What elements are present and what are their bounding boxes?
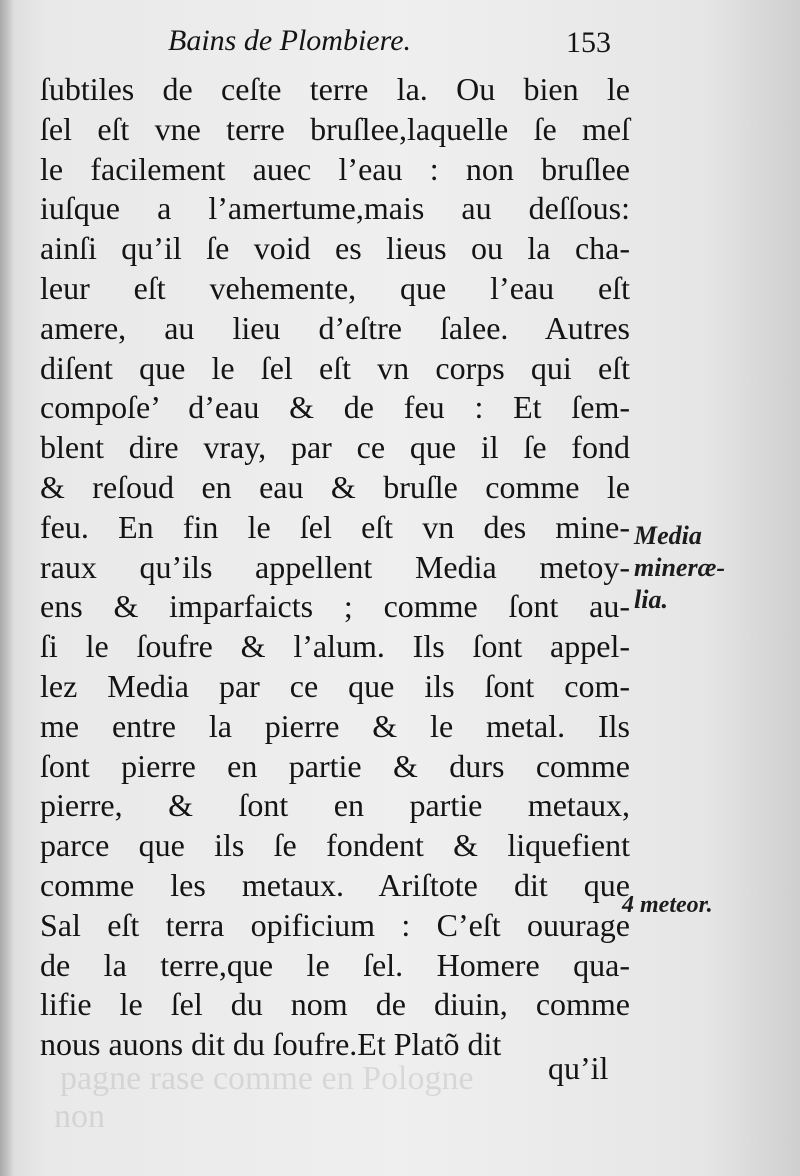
text-line: lifie le ſel du nom de diuin, comme: [40, 986, 630, 1023]
text-line: nous auons dit du ſoufre.Et Platõ dit: [40, 1026, 502, 1063]
text-line: amere, au lieu d’eſtre ſalee. Autres: [40, 309, 630, 346]
text-line: compoſe’ d’eau & de feu : Et ſem-: [40, 389, 630, 426]
text-line: & reſoud en eau & bruſle comme le: [40, 468, 630, 505]
body-text: [40, 70, 630, 1065]
text-line: Sal eſt terra opificium : C’eſt ouurage: [40, 906, 630, 943]
text-line: blent dire vray, par ce que il ſe fond: [40, 429, 630, 466]
text-line: lez Media par ce que ils ſont com-: [40, 667, 630, 704]
text-line: ſont pierre en partie & durs comme: [40, 747, 630, 784]
text-line: feu. En fin le ſel eſt vn des mine-: [40, 508, 630, 545]
catchword: qu’il: [548, 1050, 609, 1086]
text-line: iuſque a l’amertume,mais au deſſous:: [40, 190, 630, 227]
margin-note-line: Media: [634, 521, 702, 550]
text-line: diſent que le ſel eſt vn corps qui eſt: [40, 349, 630, 386]
page-number: 153: [566, 26, 611, 59]
text-line: le facilement auec l’eau : non bruſlee: [40, 150, 630, 187]
text-line: ſi le ſoufre & l’alum. Ils ſont appel-: [40, 628, 630, 665]
bleed-through-text: non: [54, 1098, 105, 1135]
text-line: parce que ils ſe fondent & liquefient: [40, 827, 630, 864]
text-line: de la terre,que le ſel. Homere qua-: [40, 946, 630, 983]
margin-note-line: lia.: [634, 585, 668, 614]
text-line: me entre la pierre & le metal. Ils: [40, 707, 630, 744]
running-header: Bains de Plombiere.: [168, 24, 412, 57]
margin-note-media: [634, 520, 725, 616]
text-line: leur eſt vehemente, que l’eau eſt: [40, 269, 630, 306]
text-line: ens & imparfaicts ; comme ſont au-: [40, 588, 630, 625]
text-line: comme les metaux. Ariſtote dit que: [40, 866, 630, 903]
margin-note-line: mineræ-: [634, 553, 725, 582]
text-line: ainſi qu’il ſe void es lieus ou la cha-: [40, 230, 630, 267]
bleed-through-text: pagne rase comme en Pologne: [60, 1060, 474, 1097]
margin-note-meteor: 4 meteor.: [622, 892, 713, 918]
text-line: ſel eſt vne terre bruſlee,laquelle ſe meſ: [40, 110, 630, 147]
text-line: raux qu’ils appellent Media metoy-: [40, 548, 630, 585]
text-line: ſubtiles de ceſte terre la. Ou bien le: [40, 71, 630, 107]
text-line: pierre, & ſont en partie metaux,: [40, 787, 630, 824]
